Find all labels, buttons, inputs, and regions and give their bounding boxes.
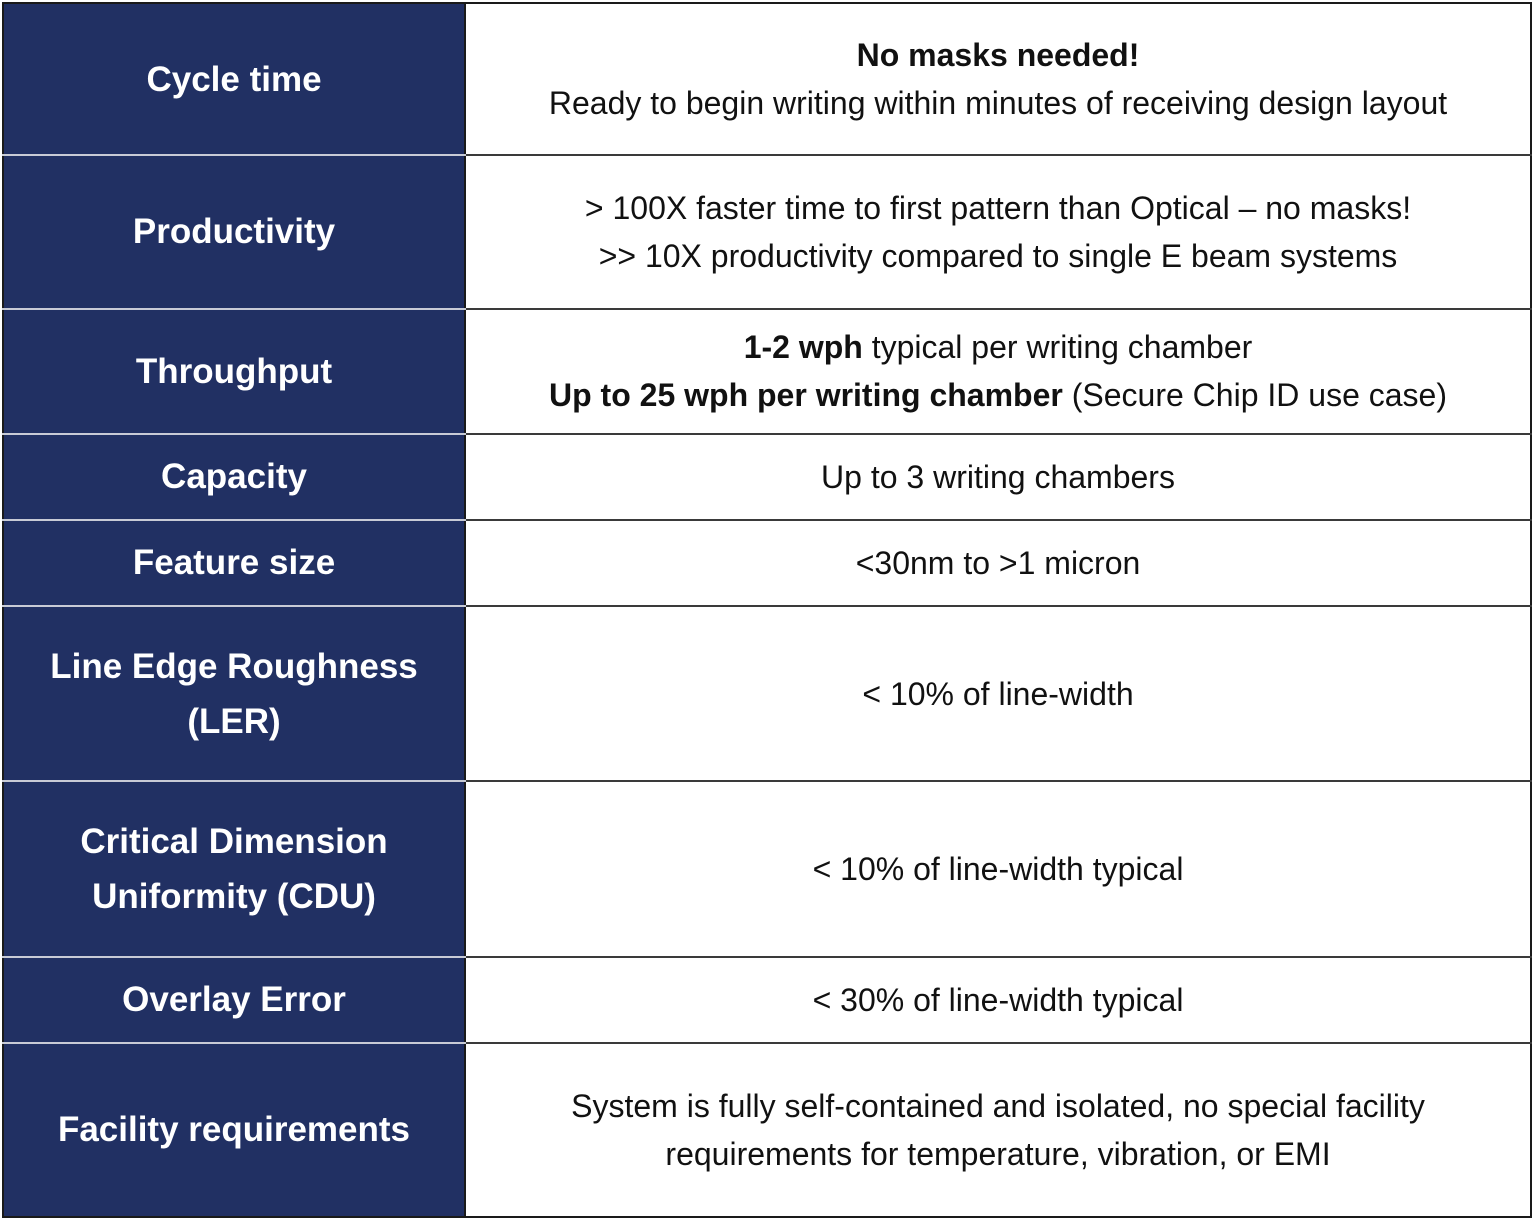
row-value-emphasis: 1-2 wph [743,329,863,366]
row-value-text: typical per writing chamber [862,329,1253,366]
table-row [3,781,1531,956]
row-value-line [476,184,1520,232]
row-value-text: < 30% of line-width typical [812,981,1184,1018]
table-row [3,606,1531,781]
row-value-text: < 10% of line-width [862,675,1134,712]
row-value-cell [465,155,1531,308]
row-value-line [476,1130,1520,1178]
row-label-text: Line Edge Roughness [50,646,418,686]
row-label-text: Throughput [135,351,333,391]
row-value-cell [465,309,1531,434]
row-value-text: < 10% of line-width typical [812,850,1184,887]
table-row [3,434,1531,520]
row-value-cell [465,781,1531,956]
row-value-cell [465,3,1531,155]
row-value-text: System is fully self-contained and isolated, no special facility [571,1087,1425,1124]
row-value-cell [465,606,1531,781]
row-label-text: (LER) [187,701,281,741]
row-label-cell [3,3,465,155]
table-row [3,1043,1531,1217]
table-row [3,957,1531,1043]
row-label-cell [3,781,465,956]
row-label-text: Feature size [132,543,336,583]
row-value-line [476,976,1520,1024]
row-value-line [476,1082,1520,1130]
table-row [3,3,1531,155]
row-value-line [476,79,1520,127]
row-value-line [476,539,1520,587]
row-label-cell [3,1043,465,1217]
row-label-cell [3,957,465,1043]
row-value-text: > 100X faster time to first pattern than Optical – no masks! [584,189,1412,226]
row-value-cell [465,1043,1531,1217]
row-value-text: <30nm to >1 micron [855,544,1141,581]
row-value-line [476,845,1520,893]
table-row [3,520,1531,606]
row-value-text: (Secure Chip ID use case) [1062,377,1447,414]
row-label-text: Capacity [161,457,307,497]
row-value-line [476,453,1520,501]
row-label-cell [3,309,465,434]
row-label-text: Productivity [132,212,336,252]
row-label-cell [3,155,465,308]
row-label-text: Facility requirements [57,1110,411,1150]
row-label-text: Cycle time [146,59,322,99]
row-label-cell [3,520,465,606]
specifications-table [2,2,1532,1218]
row-value-line [476,371,1520,419]
row-value-cell [465,520,1531,606]
row-label-cell [3,434,465,520]
row-label-cell [3,606,465,781]
row-label-text: Overlay Error [122,980,346,1020]
row-value-emphasis: No masks needed! [856,37,1140,74]
row-value-text: >> 10X productivity compared to single E beam systems [598,237,1398,274]
row-value-emphasis: Up to 25 wph per writing chamber [549,377,1063,414]
row-label-text: Critical Dimension [80,821,388,861]
row-label-text: Uniformity (CDU) [92,876,376,916]
row-value-cell [465,434,1531,520]
row-value-line [476,670,1520,718]
specifications-table-body [3,3,1531,1217]
row-value-line [476,31,1520,79]
table-row [3,309,1531,434]
row-value-cell [465,957,1531,1043]
table-row [3,155,1531,308]
row-value-text: Ready to begin writing within minutes of receiving design layout [548,85,1448,122]
row-value-line [476,232,1520,280]
row-value-text: Up to 3 writing chambers [821,458,1175,495]
row-value-line [476,323,1520,371]
row-value-text: requirements for temperature, vibration, or EMI [665,1135,1331,1172]
